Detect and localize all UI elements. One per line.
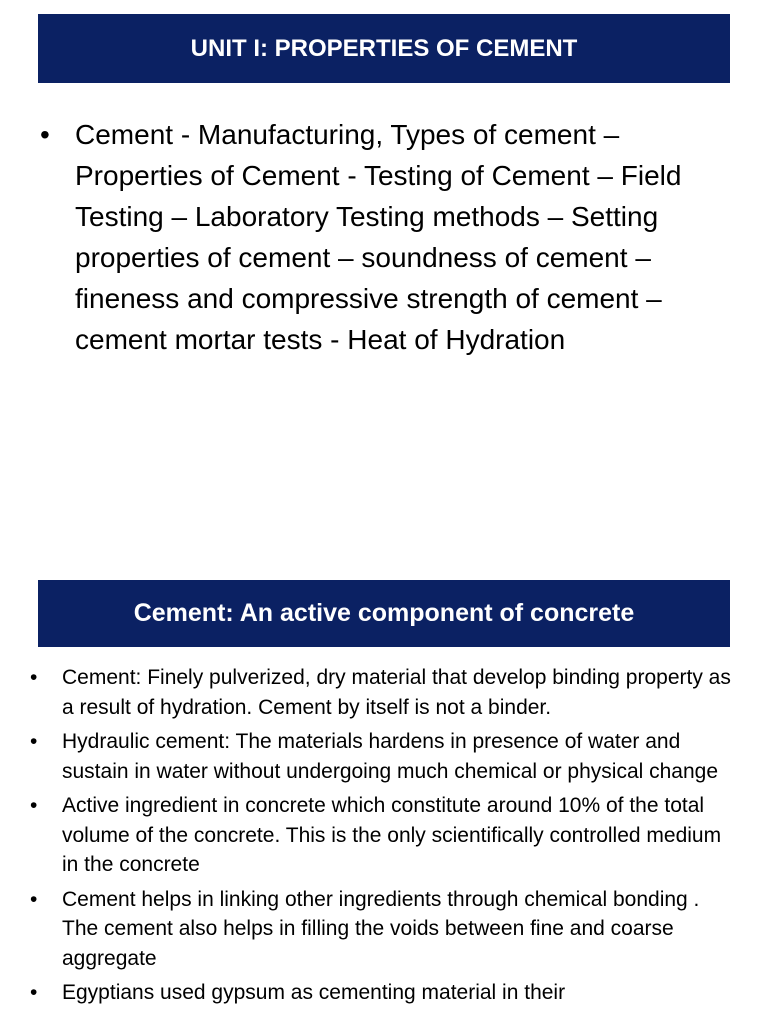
slide1-title: UNIT I: PROPERTIES OF CEMENT [190,34,578,62]
bullet-icon: • [30,981,38,1004]
list-item [30,791,740,880]
bullet-icon: • [30,887,38,911]
bullet-text: Egyptians used gypsum as cementing material in their [62,981,566,1004]
list-item [30,978,740,1008]
bullet-icon: • [40,119,50,150]
bullet-icon: • [30,730,38,753]
bullet-text: Hydraulic cement: The materials hardens in presence of water and sustain in water without undergoing much chemical or physical change [62,730,719,783]
list-item [40,114,720,360]
list-item [30,727,740,786]
bullet-icon: • [30,794,38,817]
bullet-text: Cement - Manufacturing, Types of cement – Properties of Cement - Testing of Cement – Field Testing – Laboratory Testing methods – Setting properties of cement – soundness of cement – fineness and compressive strength of cement – cement mortar tests - Heat of Hydration [75,119,682,355]
bullet-icon: • [30,666,38,689]
list-item [30,885,740,974]
bullet-text: Cement: Finely pulverized, dry material that develop binding property as a result of hydration. Cement by itself is not a binder. [62,666,731,719]
bullet-text: Cement helps in linking other ingredients through chemical bonding . The cement also helps in filling the voids between fine and coarse aggregate [62,887,700,970]
slide2-bullet-list [30,663,740,1013]
list-item [30,663,740,722]
slide1-title-bar [38,14,730,83]
slide2-title: Cement: An active component of concrete [133,599,635,627]
bullet-text: Active ingredient in concrete which constitute around 10% of the total volume of the concrete. This is the only scientifically controlled medium in the concrete [62,794,722,876]
slide2-title-bar [38,580,730,647]
slide1-bullet-list [40,114,720,360]
